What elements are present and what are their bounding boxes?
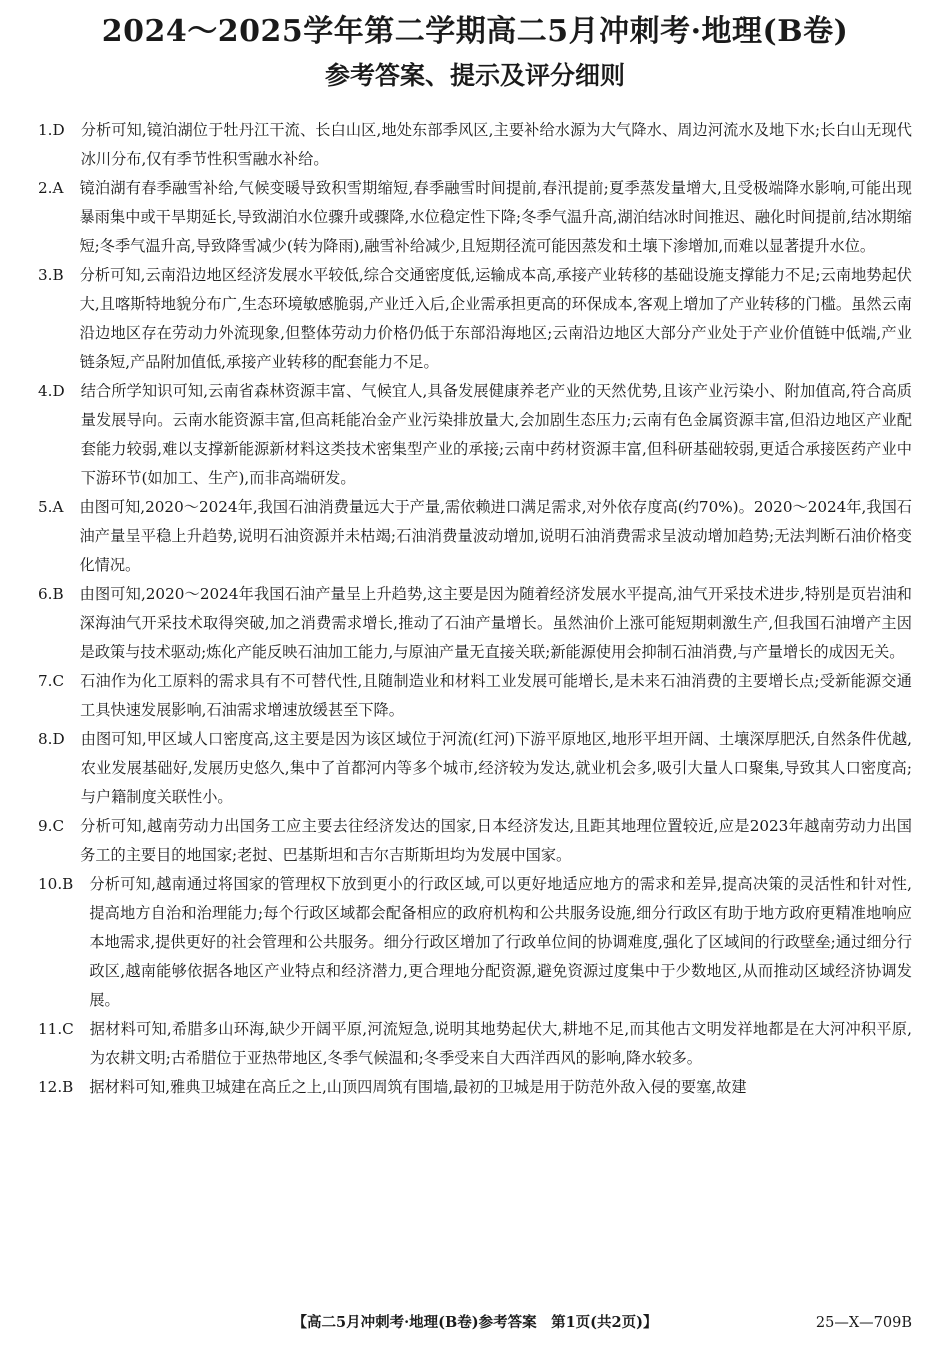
answer-choice: B — [52, 266, 64, 284]
answer-item — [38, 1073, 912, 1102]
answer-number: 10. — [38, 875, 63, 893]
answer-item — [38, 870, 912, 1015]
answer-explanation: 由图可知,甲区域人口密度高,这主要是因为该区域位于河流(红河)下游平原地区,地形平坦开阔、土壤深厚肥沃,自然条件优越,农业发展基础好,发展历史悠久,集中了首都河内等多个城市,经济较为发达,就业机会多,吸引大量人口聚集,导致其人口密度高;与户籍制度关联性小。 — [80, 730, 912, 806]
answer-explanation: 分析可知,越南劳动力出国务工应主要去往经济发达的国家,日本经济发达,且距其地理位置较近,应是2023年越南劳动力出国务工的主要目的地国家;老挝、巴基斯坦和吉尔吉斯斯坦均为发展中国家。 — [80, 817, 912, 864]
answer-choice: C — [62, 1020, 74, 1038]
footer-code: 25—X—709B — [815, 1315, 912, 1331]
answer-number: 12. — [38, 1078, 63, 1096]
answer-explanation: 石油作为化工原料的需求具有不可替代性,且随制造业和材料工业发展可能增长,是未来石油消费的主要增长点;受新能源交通工具快速发展影响,石油需求增速放缓甚至下降。 — [80, 672, 912, 719]
answer-choice: C — [52, 672, 65, 690]
answer-explanation: 据材料可知,雅典卫城建在高丘之上,山顶四周筑有围墙,最初的卫城是用于防范外敌入侵的要塞,故建 — [89, 1078, 747, 1096]
answer-number: 11. — [38, 1020, 63, 1038]
answer-explanation: 分析可知,镜泊湖位于牡丹江干流、长白山区,地处东部季风区,主要补给水源为大气降水、周边河流水及地下水;长白山无现代冰川分布,仅有季节性积雪融水补给。 — [80, 121, 912, 168]
answer-item — [38, 812, 912, 870]
answer-number: 7. — [38, 672, 53, 690]
answer-explanation: 结合所学知识可知,云南省森林资源丰富、气候宜人,具备发展健康养老产业的天然优势,且该产业污染小、附加值高,符合高质量发展导向。云南水能资源丰富,但高耗能冶金产业污染排放量大,会加剧生态压力;云南有色金属资源丰富,但沿边地区产业配套能力较弱,难以支撑新能源新材料这类技术密集型产业的承接;云南中药材资源丰富,但科研基础较弱,更适合承接医药产业中下游环节(如加工、生产),而非高端研发。 — [80, 382, 912, 487]
answer-explanation: 镜泊湖有春季融雪补给,气候变暖导致积雪期缩短,春季融雪时间提前,春汛提前;夏季蒸发量增大,且受极端降水影响,可能出现暴雨集中或干旱期延长,导致湖泊水位骤升或骤降,水位稳定性下降;冬季气温升高,湖泊结冰时间推迟、融化时间提前,结冰期缩短;冬季气温升高,导致降雪减少(转为降雨),融雪补给减少,且短期径流可能因蒸发和土壤下渗增加,而难以显著提升水位。 — [79, 179, 912, 255]
answer-choice: D — [52, 382, 65, 400]
answer-number: 5. — [38, 498, 53, 516]
answer-item — [38, 493, 912, 580]
answer-item — [38, 174, 912, 261]
answer-choice: C — [52, 817, 65, 835]
answer-choice: B — [52, 585, 64, 603]
answer-number: 9. — [38, 817, 53, 835]
answer-number: 3. — [38, 266, 53, 284]
page-footer — [38, 1312, 912, 1334]
answer-item — [38, 1015, 912, 1073]
answer-explanation: 分析可知,越南通过将国家的管理权下放到更小的行政区域,可以更好地适应地方的需求和差异,提高决策的灵活性和针对性,提高地方自治和治理能力;每个行政区域都会配备相应的政府机构和公共服务设施,细分行政区有助于地方政府更精准地响应本地需求,提供更好的社会管理和公共服务。细分行政区增加了行政单位间的协调难度,强化了区域间的行政壁垒;通过细分行政区,越南能够依据各地区产业特点和经济潜力,更合理地分配资源,避免资源过度集中于少数地区,从而推动区域经济协调发展。 — [89, 875, 912, 1009]
answer-choice: A — [52, 179, 64, 197]
answer-item — [38, 377, 912, 493]
answer-choice: B — [62, 1078, 74, 1096]
answer-number: 6. — [38, 585, 53, 603]
footer-page-info: 【高二5月冲刺考·地理(B卷)参考答案 第1页(共2页)】 — [292, 1314, 658, 1331]
answer-item — [38, 261, 912, 377]
answer-explanation: 分析可知,云南沿边地区经济发展水平较低,综合交通密度低,运输成本高,承接产业转移的基础设施支撑能力不足;云南地势起伏大,且喀斯特地貌分布广,生态环境敏感脆弱,产业迁入后,企业需承担更高的环保成本,客观上增加了产业转移的门槛。虽然云南沿边地区存在劳动力外流现象,但整体劳动力价格仍低于东部沿海地区;云南沿边地区大部分产业处于产业价值链中低端,产业链条短,产品附加值低,承接产业转移的配套能力不足。 — [79, 266, 912, 371]
page-subtitle: 参考答案、提示及评分细则 — [324, 61, 625, 90]
answer-choice: D — [52, 730, 65, 748]
answer-explanation: 由图可知,2020～2024年,我国石油消费量远大于产量,需依赖进口满足需求,对外依存度高(约70%)。2020～2024年,我国石油产量呈平稳上升趋势,说明石油资源并未枯竭;石油消费量波动增加,说明石油消费需求呈波动增加趋势;无法判断石油价格变化情况。 — [79, 498, 912, 574]
answer-number: 8. — [38, 730, 53, 748]
answer-item — [38, 580, 912, 667]
answer-explanation: 由图可知,2020～2024年我国石油产量呈上升趋势,这主要是因为随着经济发展水平提高,油气开采技术进步,特别是页岩油和深海油气开采技术取得突破,加之消费需求增长,推动了石油产量增长。虽然油价上涨可能短期刺激生产,但我国石油增产主因是政策与技术驱动;炼化产能反映石油加工能力,与原油产量无直接关联;新能源使用会抑制石油消费,与产量增长的成因无关。 — [79, 585, 912, 661]
answer-choice: B — [62, 875, 74, 893]
answer-number: 1. — [38, 121, 53, 139]
answer-list — [38, 116, 912, 1102]
answer-item — [38, 667, 912, 725]
answer-number: 4. — [38, 382, 53, 400]
answer-number: 2. — [38, 179, 53, 197]
answer-item — [38, 116, 912, 174]
answer-item — [38, 725, 912, 812]
page-title: 2024～2025学年第二学期高二5月冲刺考·地理(B卷) — [101, 14, 849, 49]
answer-choice: D — [52, 121, 65, 139]
answer-explanation: 据材料可知,希腊多山环海,缺少开阔平原,河流短急,说明其地势起伏大,耕地不足,而其他古文明发祥地都是在大河冲积平原,为农耕文明;古希腊位于亚热带地区,冬季气候温和;冬季受来自大西洋西风的影响,降水较多。 — [89, 1020, 912, 1067]
answer-choice: A — [52, 498, 64, 516]
